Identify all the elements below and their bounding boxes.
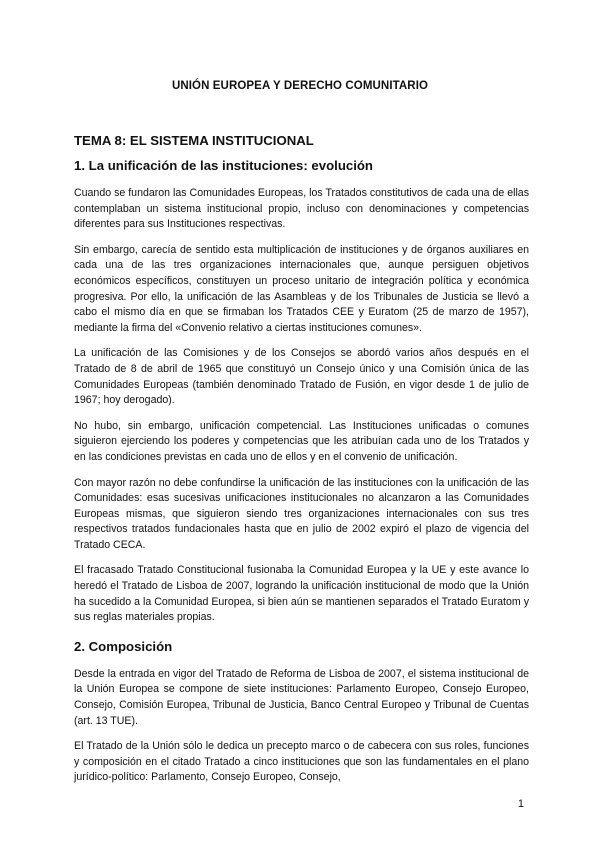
paragraph: La unificación de las Comisiones y de los Consejos se abordó varios años después en el Tratado de 8 de abril de 1965 que constituyó un Consejo único y una Comisión única de las Comunidades Europeas (también denominado Tratado de Fusión, en vigor desde 1 de julio de 1967; hoy derogado). [74, 347, 529, 407]
section-heading-1: 1. La unificación de las instituciones: evolución [74, 158, 373, 173]
paragraph: No hubo, sin embargo, unificación competencial. Las Instituciones unificadas o comunes siguieron ejerciendo los poderes y competencias que les atribuían cada uno de los Tratados y en las condiciones previstas en cada uno de ellos y en el convenio de unificación. [74, 419, 529, 463]
paragraph: Cuando se fundaron las Comunidades Europeas, los Tratados constitutivos de cada una de ellas contemplaban un sistema institucional propio, incluso con denominaciones y competencias diferentes para sus Instituciones respectivas. [74, 187, 529, 231]
document-body [74, 132, 529, 786]
document-title: UNIÓN EUROPEA Y DERECHO COMUNITARIO [171, 80, 429, 92]
topic-title: TEMA 8: EL SISTEMA INSTITUCIONAL [74, 133, 314, 148]
paragraph: Con mayor razón no debe confundirse la unificación de las instituciones con la unificación de las Comunidades: esas sucesivas unificaciones institucionales no alcanzaron a las Comunidades Europeas mismas, que siguieron siendo tres organizaciones internacionales con sus tres respectivos tratados fundacionales hasta que en julio de 2002 expiró el plazo de vigencia del Tratado CECA. [74, 476, 529, 551]
paragraph: Desde la entrada en vigor del Tratado de Reforma de Lisboa de 2007, el sistema institucional de la Unión Europea se compone de siete instituciones: Parlamento Europeo, Consejo Europeo, Consejo, Comisión Europea, Tribunal de Justicia, Banco Central Europeo y Tribunal de Cuentas (art. 13 TUE). [74, 667, 529, 727]
section-heading-2: 2. Composición [74, 638, 173, 654]
paragraph: Sin embargo, carecía de sentido esta multiplicación de instituciones y de órganos auxiliares en cada una de las tres organizaciones internacionales que, aunque persiguen objetivos económicos específicos, constituyen un proceso unitario de integración política y económica progresiva. Por ello, la unificación de las Asambleas y de los Tribunales de Justicia se llevó a cabo el mismo día en que se firmaban los Tratados CEE y Euratom (25 de marzo de 1957), mediante la firma del «Convenio relativo a ciertas instituciones comunes». [74, 243, 529, 334]
paragraph: El Tratado de la Unión sólo le dedica un precepto marco o de cabecera con sus roles, funciones y composición en el citado Tratado a cinco instituciones que son las fundamentales en el plano jurídico-político: Parlamento, Consejo Europeo, Consejo, [74, 740, 529, 784]
page-number: 1 [517, 798, 524, 810]
paragraph: El fracasado Tratado Constitucional fusionaba la Comunidad Europea y la UE y este avance lo heredó el Tratado de Lisboa de 2007, logrando la unificación institucional de modo que la Unión ha sucedido a la Comunidad Europea, si bien aún se mantienen separados el Tratado Euratom y sus reglas materiales propias. [74, 564, 529, 624]
